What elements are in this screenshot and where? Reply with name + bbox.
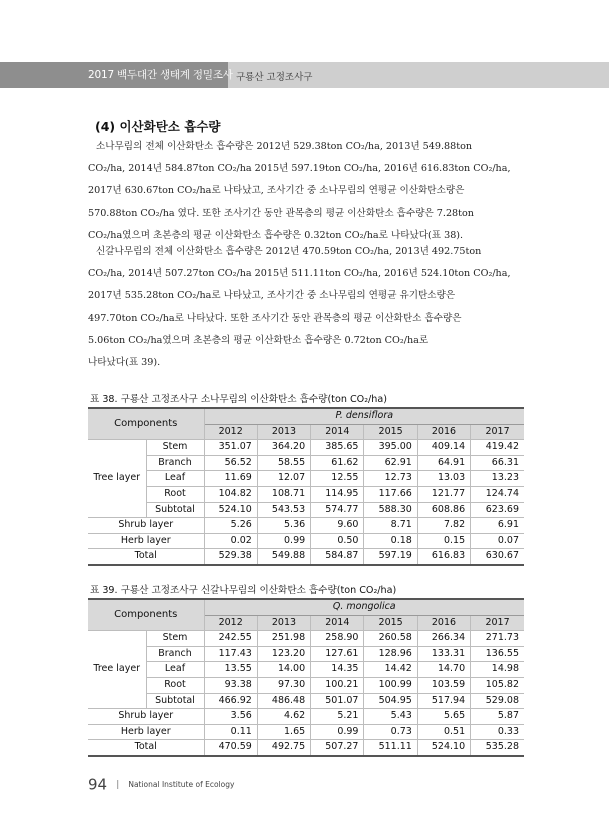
- table-cell: 258.90: [311, 631, 364, 647]
- footer-separator: |: [116, 779, 120, 790]
- table-cell: 0.15: [417, 533, 470, 549]
- page-number: 94: [88, 775, 108, 794]
- table-cell: 14.42: [364, 662, 417, 678]
- row-label: Stem: [146, 440, 204, 456]
- year-header: 2016: [417, 615, 470, 631]
- header-row: [88, 408, 524, 424]
- table-cell: 0.50: [311, 533, 364, 549]
- table-cell: 0.18: [364, 533, 417, 549]
- row-label: Branch: [146, 646, 204, 662]
- row-label: Stem: [146, 631, 204, 647]
- table-cell: 271.73: [471, 631, 524, 647]
- running-header-section: 구룡산 고정조사구: [236, 72, 313, 83]
- table-cell: 1.65: [257, 724, 310, 740]
- table-cell: 616.83: [417, 549, 470, 565]
- table-cell: 93.38: [204, 677, 257, 693]
- table-cell: 12.73: [364, 471, 417, 487]
- table-cell: 492.75: [257, 740, 310, 756]
- paragraph-line: 2017년 535.28ton CO₂/ha로 나타났고, 조사기간 중 소나무림의 연평균 유기탄소량은: [88, 290, 456, 302]
- row-label: Root: [146, 486, 204, 502]
- table-cell: 623.69: [471, 502, 524, 518]
- table-cell: 351.07: [204, 440, 257, 456]
- row-label: Branch: [146, 455, 204, 471]
- table-body: [88, 408, 524, 565]
- table-cell: 588.30: [364, 502, 417, 518]
- species-header: Q. mongolica: [204, 599, 524, 615]
- table-cell: 5.21: [311, 709, 364, 725]
- table-cell: 3.56: [204, 709, 257, 725]
- table-cell: 7.82: [417, 518, 470, 534]
- table-cell: 5.36: [257, 518, 310, 534]
- table-cell: 507.27: [311, 740, 364, 756]
- table-cell: 608.86: [417, 502, 470, 518]
- table-cell: 0.51: [417, 724, 470, 740]
- tree-layer-label: Tree layer: [88, 631, 146, 709]
- table-cell: 58.55: [257, 455, 310, 471]
- table-row: [88, 677, 524, 693]
- year-header: 2013: [257, 615, 310, 631]
- table-cell: 529.38: [204, 549, 257, 565]
- table-cell: 117.66: [364, 486, 417, 502]
- table-row: [88, 740, 524, 756]
- row-label: Herb layer: [88, 533, 204, 549]
- table-cell: 136.55: [471, 646, 524, 662]
- paragraph-line: 소나무림의 전체 이산화탄소 흡수량은 2012년 529.38ton CO₂/ha, 2013년 549.88ton: [96, 141, 473, 152]
- table-cell: 266.34: [417, 631, 470, 647]
- table-row: [88, 486, 524, 502]
- table-cell: 0.99: [311, 724, 364, 740]
- table-cell: 5.43: [364, 709, 417, 725]
- table-cell: 103.59: [417, 677, 470, 693]
- table-cell: 8.71: [364, 518, 417, 534]
- components-header: Components: [88, 408, 204, 440]
- paragraph-line: 신갈나무림의 전체 이산화탄소 흡수량은 2012년 470.59ton CO₂/ha, 2013년 492.75ton: [96, 246, 482, 257]
- year-header: 2014: [311, 424, 364, 440]
- table-row: [88, 646, 524, 662]
- row-label: Leaf: [146, 471, 204, 487]
- table-cell: 5.65: [417, 709, 470, 725]
- table-cell: 524.10: [417, 740, 470, 756]
- table-cell: 529.08: [471, 693, 524, 709]
- table-cell: 5.26: [204, 518, 257, 534]
- table-cell: 108.71: [257, 486, 310, 502]
- year-header: 2012: [204, 424, 257, 440]
- paragraph-line: 나타났다(표 39).: [88, 357, 161, 369]
- table-cell: 543.53: [257, 502, 310, 518]
- running-header-title: 2017 백두대간 생태계 정밀조사: [88, 69, 233, 81]
- table-38-caption: 표 38. 구룡산 고정조사구 소나무림의 이산화탄소 흡수량(ton CO₂/ha): [90, 394, 387, 405]
- year-header: 2013: [257, 424, 310, 440]
- paragraph-line: CO₂/ha였으며 초본층의 평균 이산화탄소 흡수량은 0.32ton CO₂/ha로 나타났다(표 38).: [88, 229, 464, 241]
- table-cell: 4.62: [257, 709, 310, 725]
- table-cell: 5.87: [471, 709, 524, 725]
- table-cell: 13.03: [417, 471, 470, 487]
- table-cell: 574.77: [311, 502, 364, 518]
- table-row: [88, 662, 524, 678]
- table-cell: 517.94: [417, 693, 470, 709]
- table-cell: 630.67: [471, 549, 524, 565]
- paragraph-line: 570.88ton CO₂/ha 였다. 또한 조사기간 동안 관목층의 평균 이산화탄소 흡수량은 7.28ton: [88, 207, 474, 219]
- table-cell: 117.43: [204, 646, 257, 662]
- table-cell: 251.98: [257, 631, 310, 647]
- row-label: Leaf: [146, 662, 204, 678]
- row-label: Total: [88, 549, 204, 565]
- paragraph-pine: [88, 136, 524, 247]
- paragraph-line: 2017년 630.67ton CO₂/ha로 나타났고, 조사기간 중 소나무림의 연평균 이산화탄소량은: [88, 185, 465, 197]
- table-cell: 535.28: [471, 740, 524, 756]
- year-header: 2017: [471, 424, 524, 440]
- table-cell: 364.20: [257, 440, 310, 456]
- species-header: P. densiflora: [204, 408, 524, 424]
- table-cell: 466.92: [204, 693, 257, 709]
- table-cell: 104.82: [204, 486, 257, 502]
- tree-layer-label: Tree layer: [88, 440, 146, 518]
- row-label: Subtotal: [146, 693, 204, 709]
- table-row: [88, 549, 524, 565]
- year-header: 2016: [417, 424, 470, 440]
- table-row: [88, 533, 524, 549]
- header-row: [88, 599, 524, 615]
- table-cell: 56.52: [204, 455, 257, 471]
- table-row: [88, 440, 524, 456]
- paragraph-line: CO₂/ha, 2014년 507.27ton CO₂/ha 2015년 511.11ton CO₂/ha, 2016년 524.10ton CO₂/ha,: [88, 268, 511, 280]
- table-cell: 12.07: [257, 471, 310, 487]
- table-cell: 0.99: [257, 533, 310, 549]
- table-cell: 114.95: [311, 486, 364, 502]
- table-cell: 123.20: [257, 646, 310, 662]
- table-cell: 61.62: [311, 455, 364, 471]
- row-label: Total: [88, 740, 204, 756]
- table-cell: 0.11: [204, 724, 257, 740]
- table-cell: 62.91: [364, 455, 417, 471]
- table-row: [88, 631, 524, 647]
- table-cell: 64.91: [417, 455, 470, 471]
- table-cell: 11.69: [204, 471, 257, 487]
- table-cell: 242.55: [204, 631, 257, 647]
- paragraph-line: 5.06ton CO₂/ha였으며 초본층의 평균 이산화탄소 흡수량은 0.72ton CO₂/ha로: [88, 334, 429, 346]
- table-cell: 128.96: [364, 646, 417, 662]
- paragraph-oak: [88, 241, 524, 374]
- table-cell: 121.77: [417, 486, 470, 502]
- components-header: Components: [88, 599, 204, 631]
- table-cell: 419.42: [471, 440, 524, 456]
- table-row: [88, 502, 524, 518]
- table-cell: 14.35: [311, 662, 364, 678]
- table-cell: 385.65: [311, 440, 364, 456]
- table-cell: 486.48: [257, 693, 310, 709]
- table-cell: 6.91: [471, 518, 524, 534]
- table-cell: 14.70: [417, 662, 470, 678]
- table-cell: 12.55: [311, 471, 364, 487]
- row-label: Shrub layer: [88, 709, 204, 725]
- year-header: 2017: [471, 615, 524, 631]
- table-cell: 511.11: [364, 740, 417, 756]
- table-39: [88, 598, 524, 757]
- row-label: Subtotal: [146, 502, 204, 518]
- row-label: Herb layer: [88, 724, 204, 740]
- table-cell: 501.07: [311, 693, 364, 709]
- table-cell: 0.73: [364, 724, 417, 740]
- table-cell: 549.88: [257, 549, 310, 565]
- table-cell: 409.14: [417, 440, 470, 456]
- table-cell: 100.99: [364, 677, 417, 693]
- table-cell: 124.74: [471, 486, 524, 502]
- table-cell: 0.02: [204, 533, 257, 549]
- section-title: (4) 이산화탄소 흡수량: [95, 119, 221, 134]
- footer-institute: National Institute of Ecology: [128, 780, 235, 789]
- year-header: 2012: [204, 615, 257, 631]
- table-cell: 14.98: [471, 662, 524, 678]
- table-cell: 105.82: [471, 677, 524, 693]
- page-footer: [88, 774, 234, 794]
- table-row: [88, 724, 524, 740]
- table-cell: 9.60: [311, 518, 364, 534]
- table-cell: 504.95: [364, 693, 417, 709]
- year-header: 2015: [364, 615, 417, 631]
- year-header: 2014: [311, 615, 364, 631]
- table-39-caption: 표 39. 구룡산 고정조사구 신갈나무림의 이산화탄소 흡수량(ton CO₂/ha): [90, 585, 397, 596]
- table-row: [88, 518, 524, 534]
- table-cell: 470.59: [204, 740, 257, 756]
- year-header: 2015: [364, 424, 417, 440]
- table-row: [88, 455, 524, 471]
- table-row: [88, 693, 524, 709]
- table-cell: 0.33: [471, 724, 524, 740]
- table-cell: 524.10: [204, 502, 257, 518]
- table-cell: 66.31: [471, 455, 524, 471]
- paragraph-line: 497.70ton CO₂/ha로 나타났다. 또한 조사기간 동안 관목층의 평균 이산화탄소 흡수량은: [88, 312, 462, 324]
- table-38: [88, 407, 524, 566]
- table-body: [88, 599, 524, 756]
- table-row: [88, 709, 524, 725]
- table-cell: 100.21: [311, 677, 364, 693]
- table-row: [88, 471, 524, 487]
- table-cell: 260.58: [364, 631, 417, 647]
- row-label: Shrub layer: [88, 518, 204, 534]
- table-cell: 127.61: [311, 646, 364, 662]
- table-cell: 13.23: [471, 471, 524, 487]
- table-cell: 13.55: [204, 662, 257, 678]
- table-cell: 395.00: [364, 440, 417, 456]
- table-cell: 584.87: [311, 549, 364, 565]
- table-cell: 0.07: [471, 533, 524, 549]
- paragraph-line: CO₂/ha, 2014년 584.87ton CO₂/ha 2015년 597.19ton CO₂/ha, 2016년 616.83ton CO₂/ha,: [88, 163, 511, 175]
- table-cell: 14.00: [257, 662, 310, 678]
- table-cell: 97.30: [257, 677, 310, 693]
- table-cell: 133.31: [417, 646, 470, 662]
- row-label: Root: [146, 677, 204, 693]
- table-cell: 597.19: [364, 549, 417, 565]
